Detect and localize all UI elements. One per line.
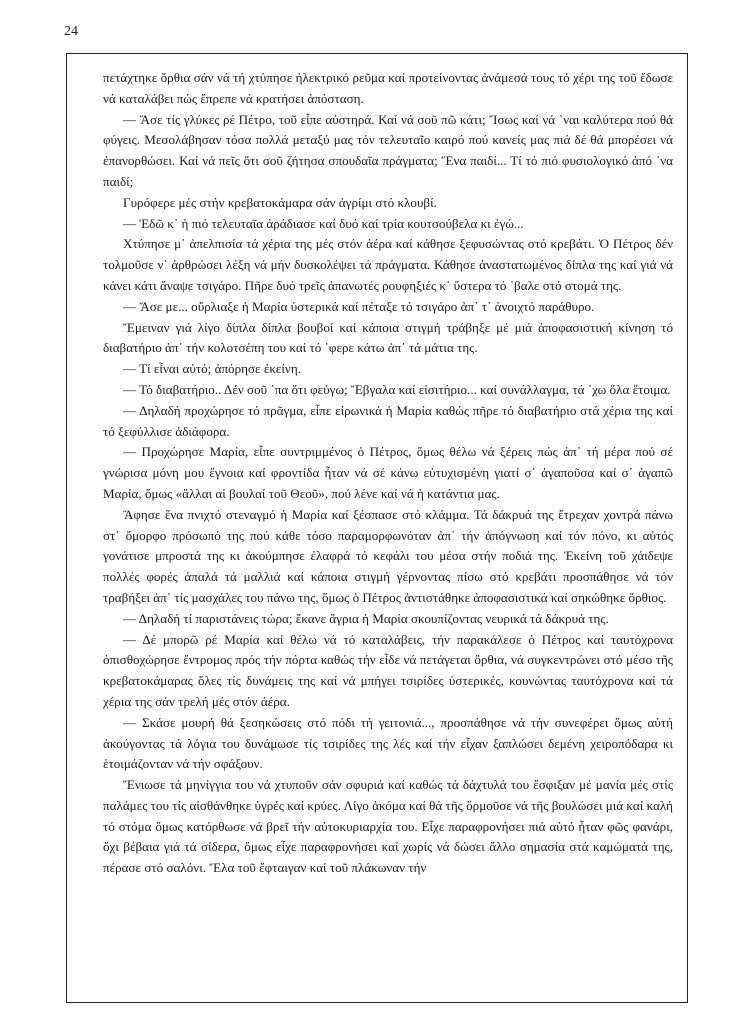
paragraph-9: — Τό διαβατήριο.. Δέν σοῦ ᾽πα ὅτι φεύγω; Ἔβγαλα καί εἰσιτήριο... καί συνάλλαγμα, τά ᾽χω ὅλα ἕτοιμα.: [123, 381, 671, 397]
paragraph-13: — Δηλαδή τί παριστάνεις τώρα; ἔκανε ἄγρια ἡ Μαρία σκουπίζοντας νευρικά τά δάκρυά της.: [123, 610, 609, 626]
paragraph-11: — Προχώρησε Μαρία, εἶπε συντριμμένος ὁ Πέτρος, ὅμως θέλω νά ξέρεις πώς ἀπ᾽ τή μέρα πού σέ γνώρισα μόνη μου ἔγνοια καί φροντίδα ἦταν νά σέ κάνω εὐτυχισμένη γιατί σ᾽ ἀγαποῦσα καί σ᾽ ἀγαπῶ Μαρία, ὅμως «ἄλλαι αἱ βουλαί τοῦ Θεοῦ», πού λένε καί νά ἡ κατάντια μας.: [103, 444, 673, 501]
paragraph-15: — Σκάσε μουρή θά ξεσηκώσεις στό πόδι τή γειτονιά..., προσπάθησε νά τήν συνεφέρει ὅμως αὐτή ἀκούγοντας τά λόγια του δυνάμωσε τίς τσιρίδες της λές καί τήν εἶχαν ξαπλώσει δεμένη χειροπόδαρα κι ἑτοιμάζονταν νά τήν σφάξουν.: [103, 714, 673, 772]
paragraph-16: Ἔνιωσε τά μηνίγγια του νά χτυποῦν σάν σφυριά καί καθώς τά δάχτυλά του ἔσφιξαν μέ μανία μές στίς παλάμες του τίς αἰσθάνθηκε ὑγρές καί κρύες. Λίγο ἀκόμα καί θά τῆς ὅρμοῦσε νά τῆς βουλώσει μιά καί καλή τό στόμα ὅμως κατόρθωσε νά βρεῖ τήν αὐτοκυριαρχία του. Εἶχε παραφρονήσει πιά αὐτό ἦταν φῶς φανάρι, ὄχι βέβαια γιά τά σίδερα, ὅμως εἶχε παραφρονήσει καί χωρίς νά δώσει ἄλλο σημασία στά καμώματά της, πέρασε στό σαλόνι. Ἔλα τοῦ ἔφταιγαν καί τοῦ πλάκωναν τήν: [103, 777, 673, 876]
paragraph-14: — Δέ μπορῶ ρέ Μαρία καί θέλω νά τό καταλάβεις, τήν παρακάλεσε ὁ Πέτρος καί ταυτόχρονα ὀπισθοχώρησε ἔντρομος πρός τήν πόρτα καθώς τήν εἶδε νά πετάγεται ὄρθια, νά συγκεντρώνει στό μέσο τῆς κρεβατοκάμαρας ὅλες τίς δυνάμεις της καί νά μπήγει τσιρίδες ὑστερικές, κουνώντας ταυτόχρονα καί τά χέρια της σάν τρελή μές στόν ἀέρα.: [103, 631, 673, 709]
paragraph-12: Ἄφησε ἕνα πνιχτό στεναγμό ἡ Μαρία καί ξέσπασε στό κλάμμα. Τά δάκρυά της ἔτρεχαν χοντρά πάνω στ᾽ ὄμορφο πρόσωπό της πού κάθε τόσο παραμορφωνόταν ἀπ᾽ τήν ἀπόγνωση καί τόν πόνο, κι αὐτός γονάτισε μπροστά της κι ἀκούμπησε ἐλαφρά τό κεφάλι του μέσα στήν ποδιά της. Ἐκείνη τοῦ χάιδεψε πολλές φορές ἁπαλά τά μαλλιά καί κάποια στιγμή γέρνοντας πίσω στό κρεβάτι προσπάθησε νά τόν τραβήξει ἀπ᾽ τίς μασχάλες του πάνω της, ὅμως ὁ Πέτρος ἀντιστάθηκε ἀποφασιστικά καί σηκώθηκε ὄρθιος.: [103, 506, 673, 605]
paragraph-6: — Ἄσε με... οὔρλιαξε ἡ Μαρία ὑστερικά καί πέταξε τό τσιγάρο ἀπ᾽ τ᾽ ἀνοιχτό παράθυρο.: [123, 298, 595, 314]
paragraph-1: πετάχτηκε ὄρθια σάν νά τή χτύπησε ἠλεκτρικό ρεῦμα καί προτείνοντας ἀνάμεσά τους τό χέρι της τοῦ ἔδωσε νά καταλάβει πώς ἔπρεπε νά κρατήσει ἀπόσταση.: [103, 70, 673, 106]
text-frame: [66, 53, 688, 1003]
paragraph-7: Ἔμειναν γιά λίγο δίπλα δίπλα βουβοί καί κάποια στιγμή τράβηξε μέ μιά ἀποφασιστική κίνηση τό διαβατήριο ἀπ᾽ τήν κολοτσέπη του καί τό ᾽φερε κάτω ἀπ᾽ τά μάτια της.: [103, 319, 673, 356]
paragraph-8: — Τί εἶναι αὐτό; ἀπόρησε ἐκείνη.: [123, 361, 301, 377]
paragraph-5: Χτύπησε μ᾽ ἀπελπισία τά χέρια της μές στόν ἀέρα καί κάθησε ξεφυσώντας στό κρεβάτι. Ὁ Πέτρος δέν τολμοῦσε ν᾽ ἀρθρώσει λέξη νά μήν δυσκολέψει τά πράγματα. Κάθησε ἀναστατωμένος δίπλα της καί γιά νά κάνει κάτι ἄναψε τσιγάρο. Πῆρε δυό τρεῖς ἀπανωτές ρουφηξιές κ᾽ ὕστερα τό ᾽βαλε στό στομά της.: [103, 236, 673, 293]
page-number: 24: [64, 24, 78, 39]
paragraph-3: Γυρόφερε μές στήν κρεβατοκάμαρα σάν ἀγρίμι στό κλουβί.: [123, 194, 437, 210]
paragraph-4: — Ἐδῶ κ᾽ ἡ πιό τελευταῖα ἀράδιασε καί δυό καί τρία κουτσούβελα κι ἐγώ...: [123, 215, 524, 231]
paragraph-10: — Δηλαδή προχώρησε τό πρᾶγμα, εἶπε εἰρωνικά ἡ Μαρία καθώς πῆρε τό διαβατήριο στά χέρια της καί τό ξεφύλλισε ἀδιάφορα.: [103, 402, 673, 439]
paragraph-2: — Ἄσε τίς γλύκες ρέ Πέτρο, τοῦ εἶπε αὐστηρά. Καί νά σοῦ πῶ κάτι; Ἴσως καί νά ᾽ναι καλύτερα πού θά φύγεις. Μεσολάβησαν τόσα πολλά μεταξύ μας τόν τελευταῖο καιρό πού κανείς μας πιά δέ θά μπορέσει νά ἐπανορθώσει. Καί νά πεῖς ὅτι σοῦ ζήτησα σπουδαῖα πράγματα; Ἕνα παιδί... Τί τό πιό φυσιολογικό ἀπό ᾽να παιδί;: [103, 111, 673, 189]
